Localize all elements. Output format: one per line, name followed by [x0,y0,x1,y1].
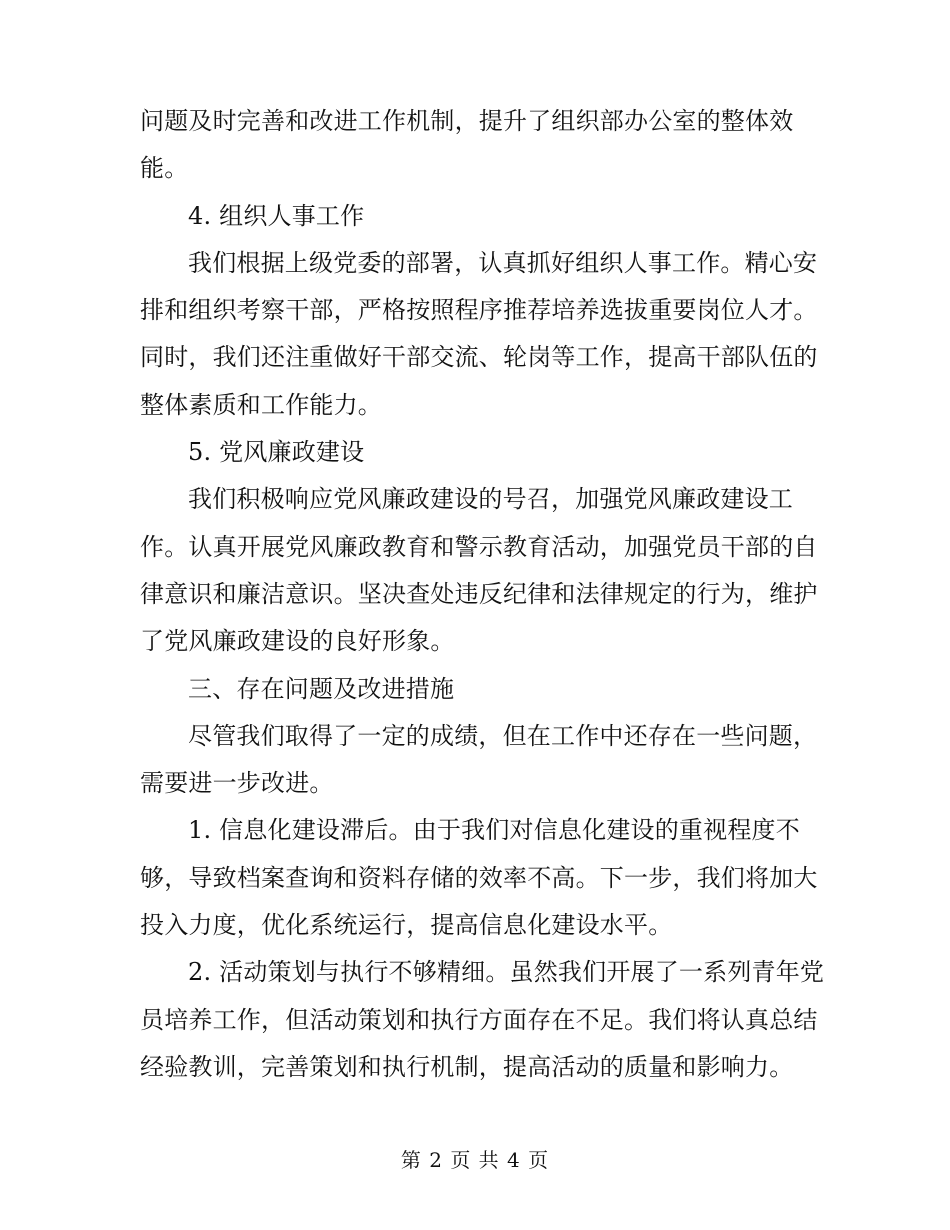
text-line: 律意识和廉洁意识。坚决查处违反纪律和法律规定的行为，维护 [140,579,818,608]
text-line: 同时，我们还注重做好干部交流、轮岗等工作，提高干部队伍的 [140,343,818,372]
paragraph [140,240,820,429]
text-line: 1. 信息化建设滞后。由于我们对信息化建设的重视程度不 [188,816,800,845]
section-heading [140,429,820,476]
text-line: 我们积极响应党风廉政建设的号召，加强党风廉政建设工 [188,485,793,514]
paragraph [140,807,820,949]
text-line: 2. 活动策划与执行不够精细。虽然我们开展了一系列青年党 [188,958,825,987]
text-line: 我们根据上级党委的部署，认真抓好组织人事工作。精心安 [188,248,818,277]
heading-line: 4. 组织人事工作 [188,201,365,230]
paragraph [140,713,820,808]
page-number-footer: 第 2 页 共 4 页 [400,1148,550,1172]
text-line: 员培养工作，但活动策划和执行方面存在不足。我们将认真总结 [140,1005,818,1034]
section-heading [140,193,820,240]
text-line: 排和组织考察干部，严格按照程序推荐培养选拔重要岗位人才。 [140,296,818,325]
text-line: 整体素质和工作能力。 [140,390,382,419]
section-heading [140,666,820,713]
text-line: 能。 [140,154,189,183]
text-line: 尽管我们取得了一定的成绩，但在工作中还存在一些问题， [188,721,818,750]
text-line: 经验教训，完善策划和执行机制，提高活动的质量和影响力。 [140,1052,794,1081]
text-line: 投入力度，优化系统运行，提高信息化建设水平。 [140,911,673,940]
paragraph [140,98,820,193]
paragraph [140,949,825,1091]
text-line: 作。认真开展党风廉政教育和警示教育活动，加强党员干部的自 [140,532,818,561]
text-line: 够，导致档案查询和资料存储的效率不高。下一步，我们将加大 [140,863,818,892]
document-body [140,98,825,1091]
text-line: 问题及时完善和改进工作机制，提升了组织部办公室的整体效 [140,107,794,135]
text-line: 了党风廉政建设的良好形象。 [140,627,455,656]
text-line: 需要进一步改进。 [140,769,334,798]
heading-line: 5. 党风廉政建设 [188,438,365,467]
paragraph [140,476,820,665]
heading-line: 三、存在问题及改进措施 [188,674,455,703]
